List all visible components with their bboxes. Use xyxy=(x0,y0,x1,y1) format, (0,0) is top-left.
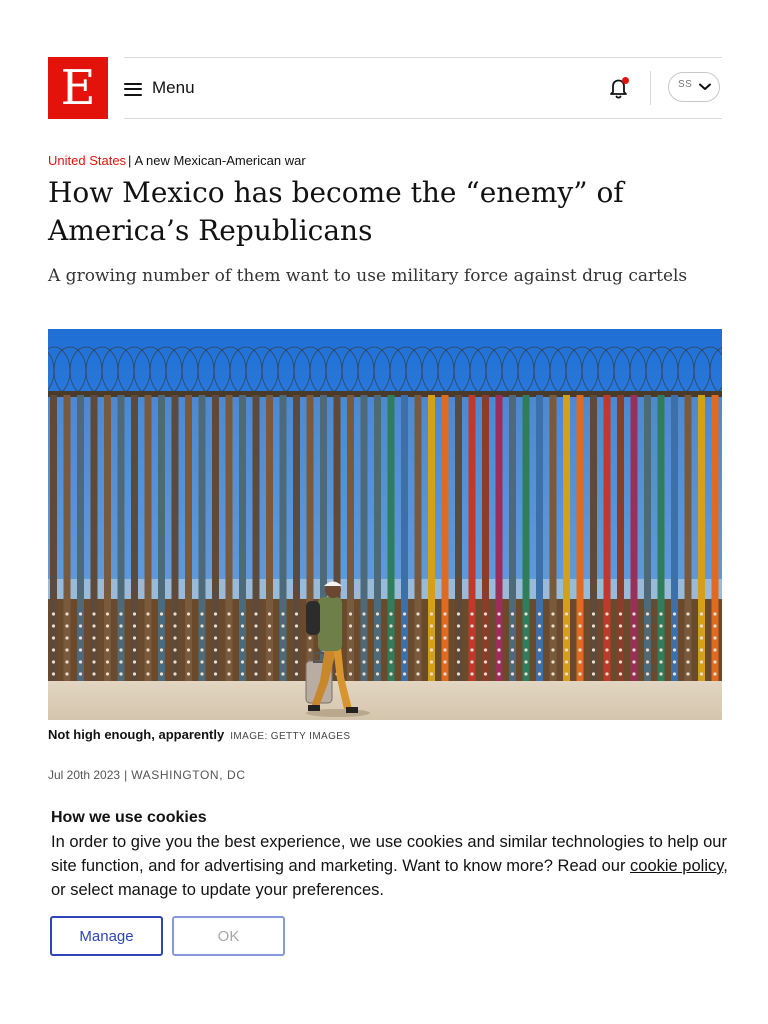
notification-dot xyxy=(622,77,629,84)
chevron-down-icon xyxy=(699,83,711,91)
article-kicker xyxy=(48,153,306,168)
dateline-separator: | xyxy=(124,768,128,782)
menu-label: Menu xyxy=(152,78,195,97)
menu-button[interactable] xyxy=(124,58,195,118)
article-standfirst: A growing number of them want to use military force against drug cartels xyxy=(48,266,688,286)
header-divider xyxy=(650,71,651,105)
obscured-article-text xyxy=(51,986,531,990)
kicker-separator: | xyxy=(128,153,132,168)
article-dateline xyxy=(48,768,246,782)
cookie-banner xyxy=(0,796,768,1024)
cookie-body-text: In order to give you the best experience, we use cookies and similar technologies to help our site function, and for advertising and marketing. Want to know more? Read our xyxy=(51,833,727,875)
manage-cookies-button[interactable]: Manage xyxy=(50,916,163,956)
series-label: A new Mexican-American war xyxy=(134,153,306,168)
section-link[interactable]: United States xyxy=(48,153,127,168)
dateline-location: WASHINGTON, DC xyxy=(131,768,246,782)
accept-cookies-button[interactable]: OK xyxy=(172,916,285,956)
publish-date: Jul 20th 2023 xyxy=(48,768,121,782)
cookie-body-text-end: , or select manage to update your preferences. xyxy=(51,857,728,899)
logo-letter: E xyxy=(60,60,96,116)
caption-text: Not high enough, apparently xyxy=(48,727,225,742)
notification-bell-icon[interactable] xyxy=(608,76,630,100)
hero-image xyxy=(48,329,722,720)
cookie-banner-body xyxy=(51,830,731,902)
cookie-policy-link[interactable]: cookie policy xyxy=(630,857,724,875)
image-caption xyxy=(48,727,350,742)
economist-logo[interactable] xyxy=(48,57,108,119)
account-button[interactable] xyxy=(668,72,720,102)
cookie-banner-title: How we use cookies xyxy=(51,809,207,826)
top-navigation-bar xyxy=(124,57,722,119)
article-headline: How Mexico has become the “enemy” of America’s Republicans xyxy=(48,176,624,247)
menu-icon xyxy=(124,83,142,96)
account-initials: SS xyxy=(678,78,693,90)
image-credit: IMAGE: GETTY IMAGES xyxy=(230,731,351,742)
